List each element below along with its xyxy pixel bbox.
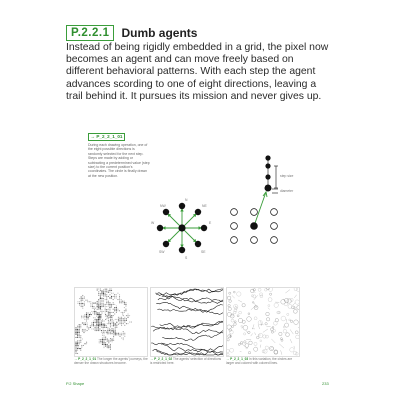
dir-label-nw: NW (160, 204, 166, 208)
section-title: Dumb agents (121, 26, 198, 40)
direction-diagram (148, 192, 216, 264)
step-size-label: step size (280, 174, 294, 178)
diameter-label: diameter (280, 189, 294, 193)
panel-caption-2 (150, 358, 224, 366)
panel-caption-1 (74, 358, 148, 366)
intro-paragraph: Instead of being rigidly embedded in a grid, the pixel now becomes an agent and can move freely based on different behavioral patterns. With each step the agent advances scording to one of eight directions, leaving a trail behind it. It pursues its mission and never gives up. (66, 42, 329, 102)
center-node (178, 224, 185, 231)
panel-code-3: → P_2_2_1_03 (226, 357, 249, 361)
texture-1 (75, 288, 131, 353)
panel-caption-text-3: In this variation, the circles are larger and colored with colored lines. (226, 357, 293, 365)
dir-label-sw: SW (159, 250, 165, 254)
dir-label-n: N (185, 198, 188, 202)
footer-section: P.2 Shape (66, 381, 85, 386)
page-number: 233 (322, 381, 329, 386)
figure-code: → P_2_2_1_01 (88, 133, 125, 141)
panel-code-1: → P_2_2_1_01 (74, 357, 97, 361)
dir-label-ne: NE (202, 204, 207, 208)
agent-panel-2 (150, 287, 224, 357)
section-heading (66, 25, 197, 41)
panel-code-2: → P_2_2_1_02 (150, 357, 173, 361)
dir-label-e: E (209, 221, 212, 225)
dir-label-s: S (185, 256, 188, 260)
texture-2 (151, 289, 224, 355)
step-diagram (224, 150, 308, 264)
figure-description: During each drawing operation, one of the eight possible directions is randomly selected for the next step. Steps are made by adding or subtracting a predetermined value (step size) to the current position's coordinates. The circle is finally drawn at the new position. (88, 143, 150, 178)
dir-label-se: SE (201, 250, 206, 254)
panel-caption-text-2: The agents' selection of directions is restricted here. (150, 357, 222, 365)
panel-caption-text-1: The longer the agents' journeys, the denser the drawn structures become. (74, 357, 148, 365)
agent-panel-1 (74, 287, 148, 357)
agent-panel-3 (226, 287, 300, 357)
panel-caption-3 (226, 358, 300, 366)
texture-3 (226, 287, 300, 356)
dir-label-w: W (151, 221, 155, 225)
section-code: P.2.2.1 (66, 25, 114, 41)
